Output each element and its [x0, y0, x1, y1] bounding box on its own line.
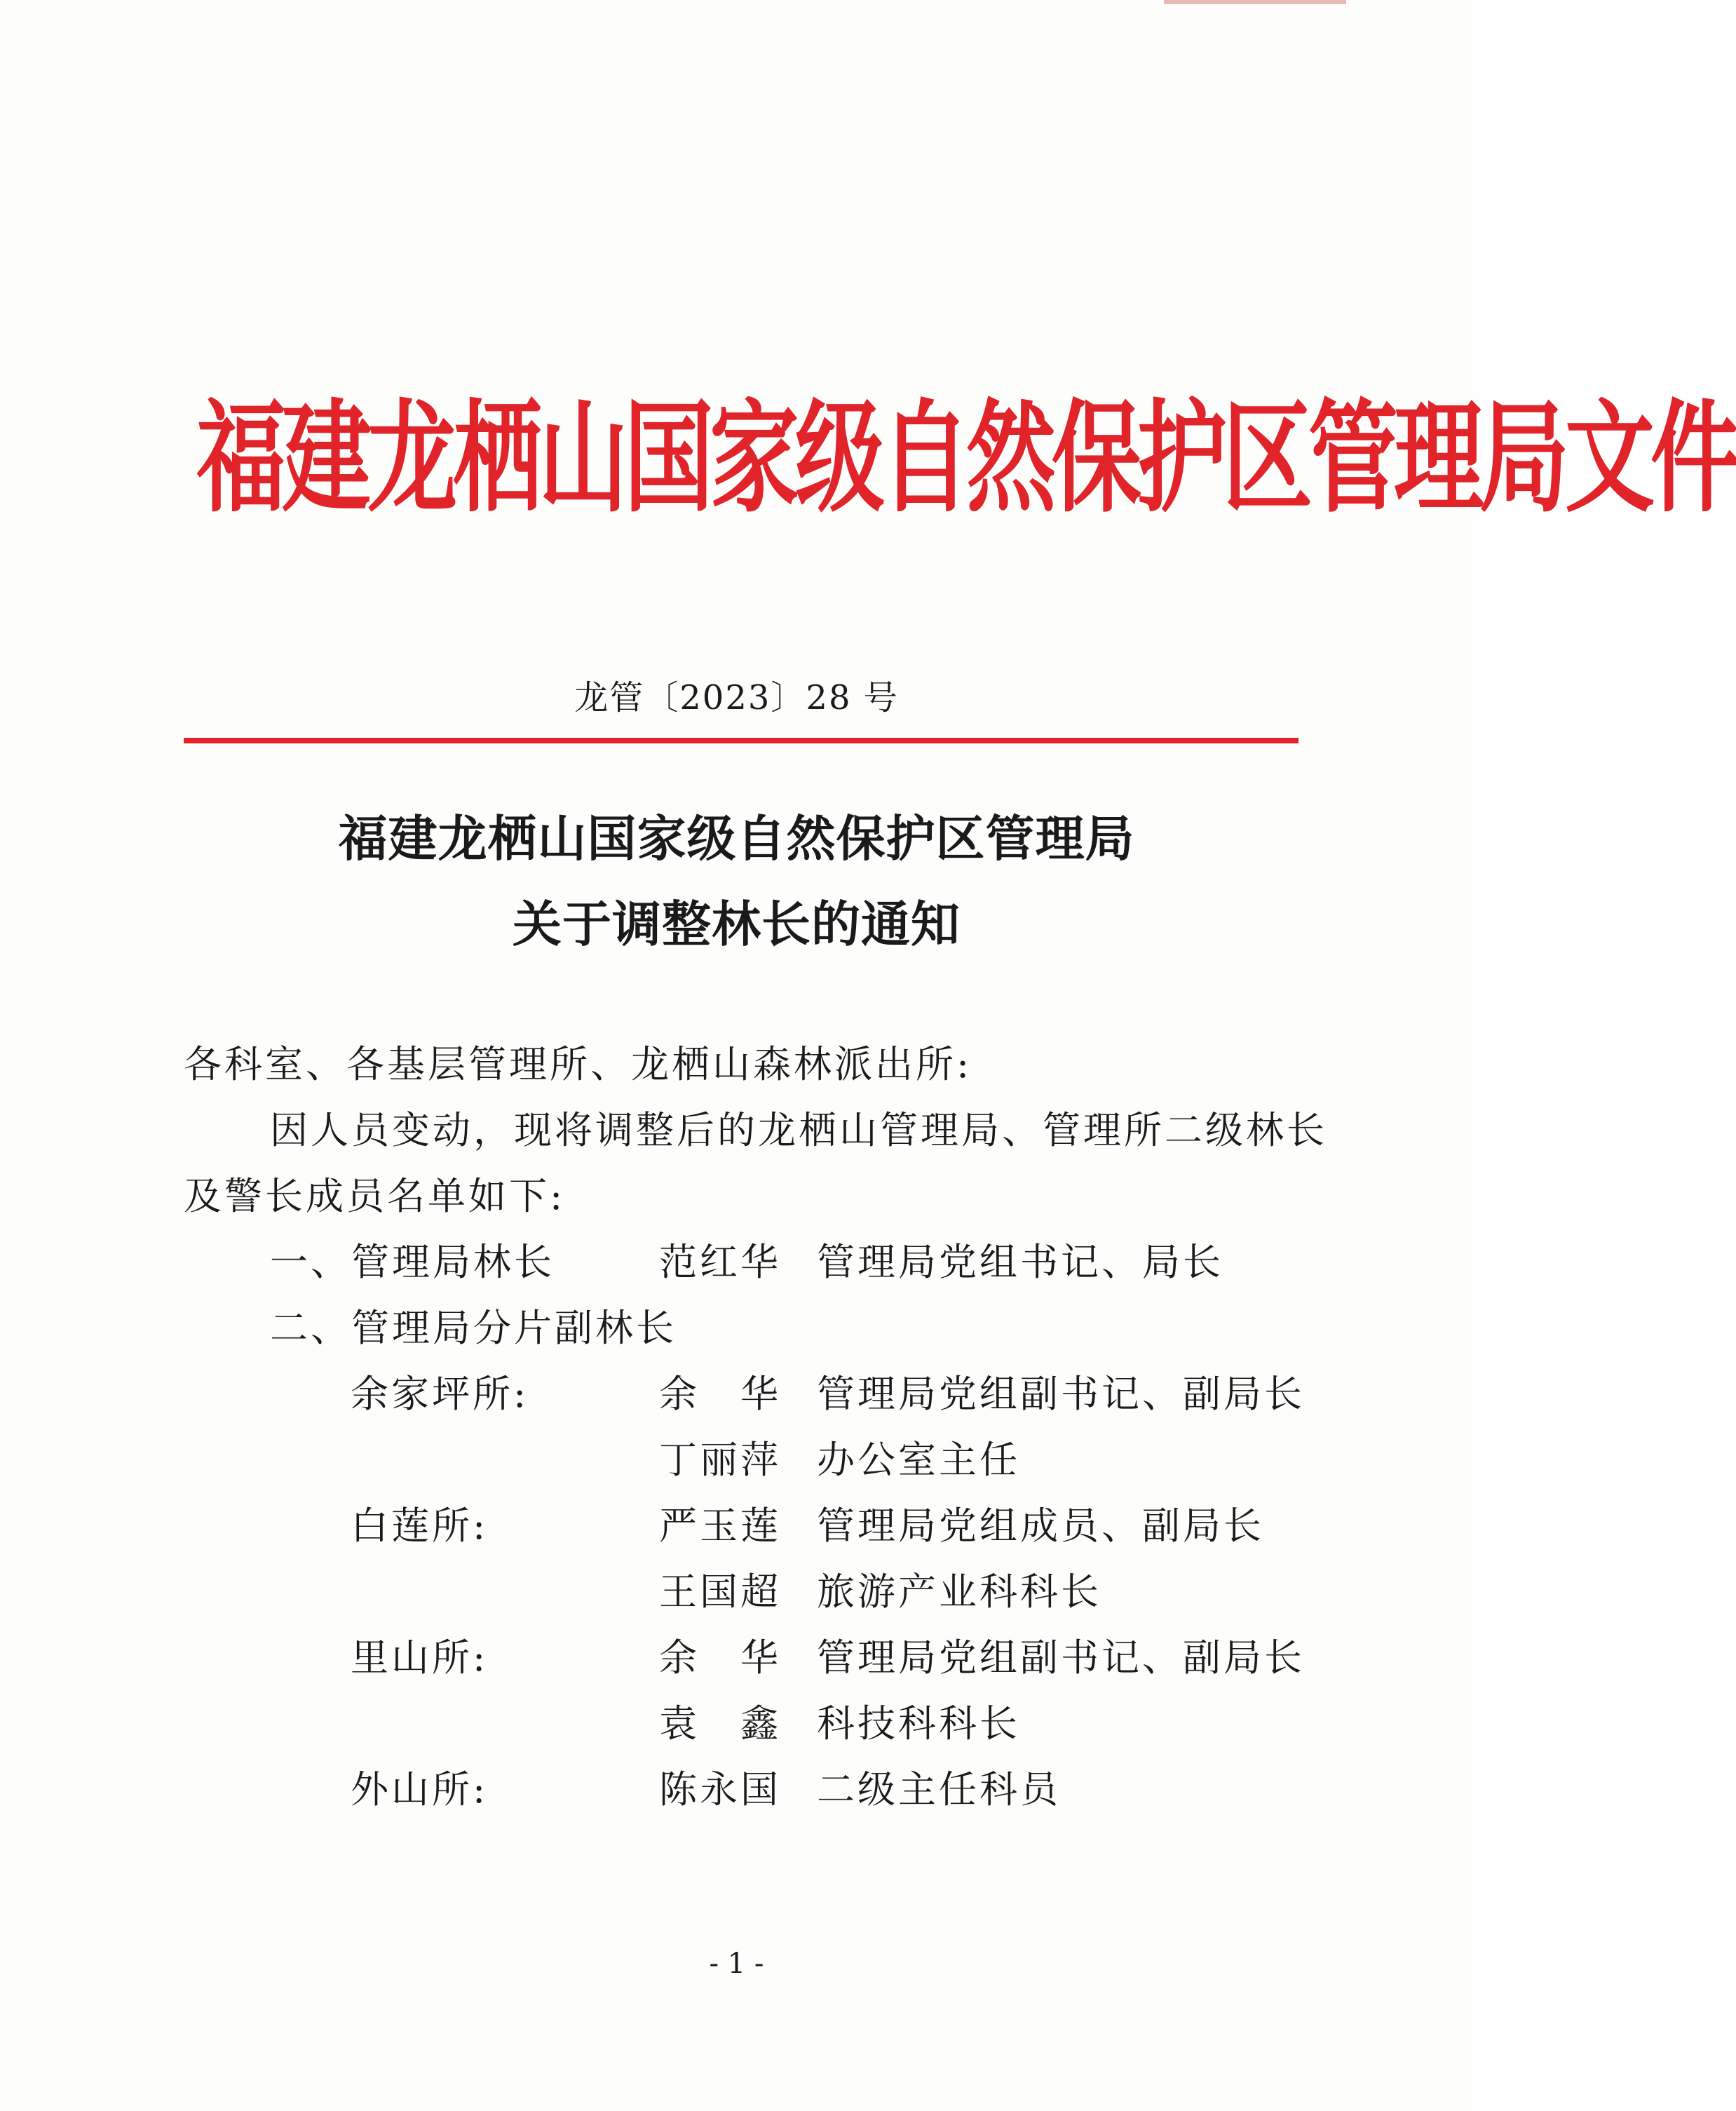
entry-row	[351, 1630, 1332, 1686]
entry-row	[351, 1696, 1332, 1752]
entry-unit: 白莲所:	[351, 1504, 489, 1548]
entry-row	[351, 1762, 1332, 1818]
entry-title: 管理局党组副书记、副局长	[817, 1635, 1305, 1680]
addressee: 各科室、各基层管理所、龙栖山森林派出所:	[184, 1042, 972, 1086]
entry-row	[351, 1498, 1332, 1554]
entry-unit: 里山所:	[351, 1635, 489, 1680]
entry-unit: 外山所:	[351, 1767, 489, 1812]
entry-title: 旅游产业科科长	[817, 1570, 1101, 1614]
entry-unit: 余家坪所:	[351, 1372, 529, 1416]
entry-title: 管理局党组成员、副局长	[817, 1504, 1264, 1548]
entry-name: 余 华	[659, 1372, 781, 1416]
entry-title: 管理局党组副书记、副局长	[817, 1372, 1305, 1416]
entry-name: 王国超	[659, 1570, 781, 1614]
page-number: - 1 -	[709, 1948, 764, 1980]
entry-row	[351, 1366, 1332, 1422]
red-separator-line	[184, 738, 1298, 743]
entry-row	[351, 1432, 1332, 1488]
document-header-title: 福建龙栖山国家级自然保护区管理局文件	[196, 388, 1736, 530]
entry-title: 科技科科长	[817, 1701, 1020, 1746]
notice-title-line1: 福建龙栖山国家级自然保护区管理局	[338, 810, 1135, 868]
section1-name: 范红华	[659, 1240, 781, 1284]
entry-title: 办公室主任	[817, 1438, 1020, 1482]
entry-name: 袁 鑫	[659, 1701, 781, 1746]
body-paragraph-line2: 及警长成员名单如下:	[184, 1174, 566, 1218]
entry-name: 严玉莲	[659, 1504, 781, 1548]
body-paragraph-line1: 因人员变动，现将调整后的龙栖山管理局、管理所二级林长	[270, 1108, 1327, 1152]
entry-title: 二级主任科员	[817, 1767, 1061, 1812]
entry-row	[351, 1564, 1332, 1620]
section1-label: 一、管理局林长	[270, 1240, 555, 1284]
document-number: 龙管〔2023〕28 号	[574, 678, 899, 717]
scan-edge-mark	[1164, 0, 1346, 4]
section1-row	[270, 1234, 1322, 1290]
section2-row	[270, 1300, 1322, 1356]
section1-title: 管理局党组书记、局长	[817, 1240, 1223, 1284]
entry-name: 陈永国	[659, 1767, 781, 1812]
entry-name: 余 华	[659, 1635, 781, 1680]
notice-title-line2: 关于调整林长的通知	[513, 896, 961, 953]
entry-name: 丁丽萍	[659, 1438, 781, 1482]
section2-label: 二、管理局分片副林长	[270, 1306, 677, 1350]
